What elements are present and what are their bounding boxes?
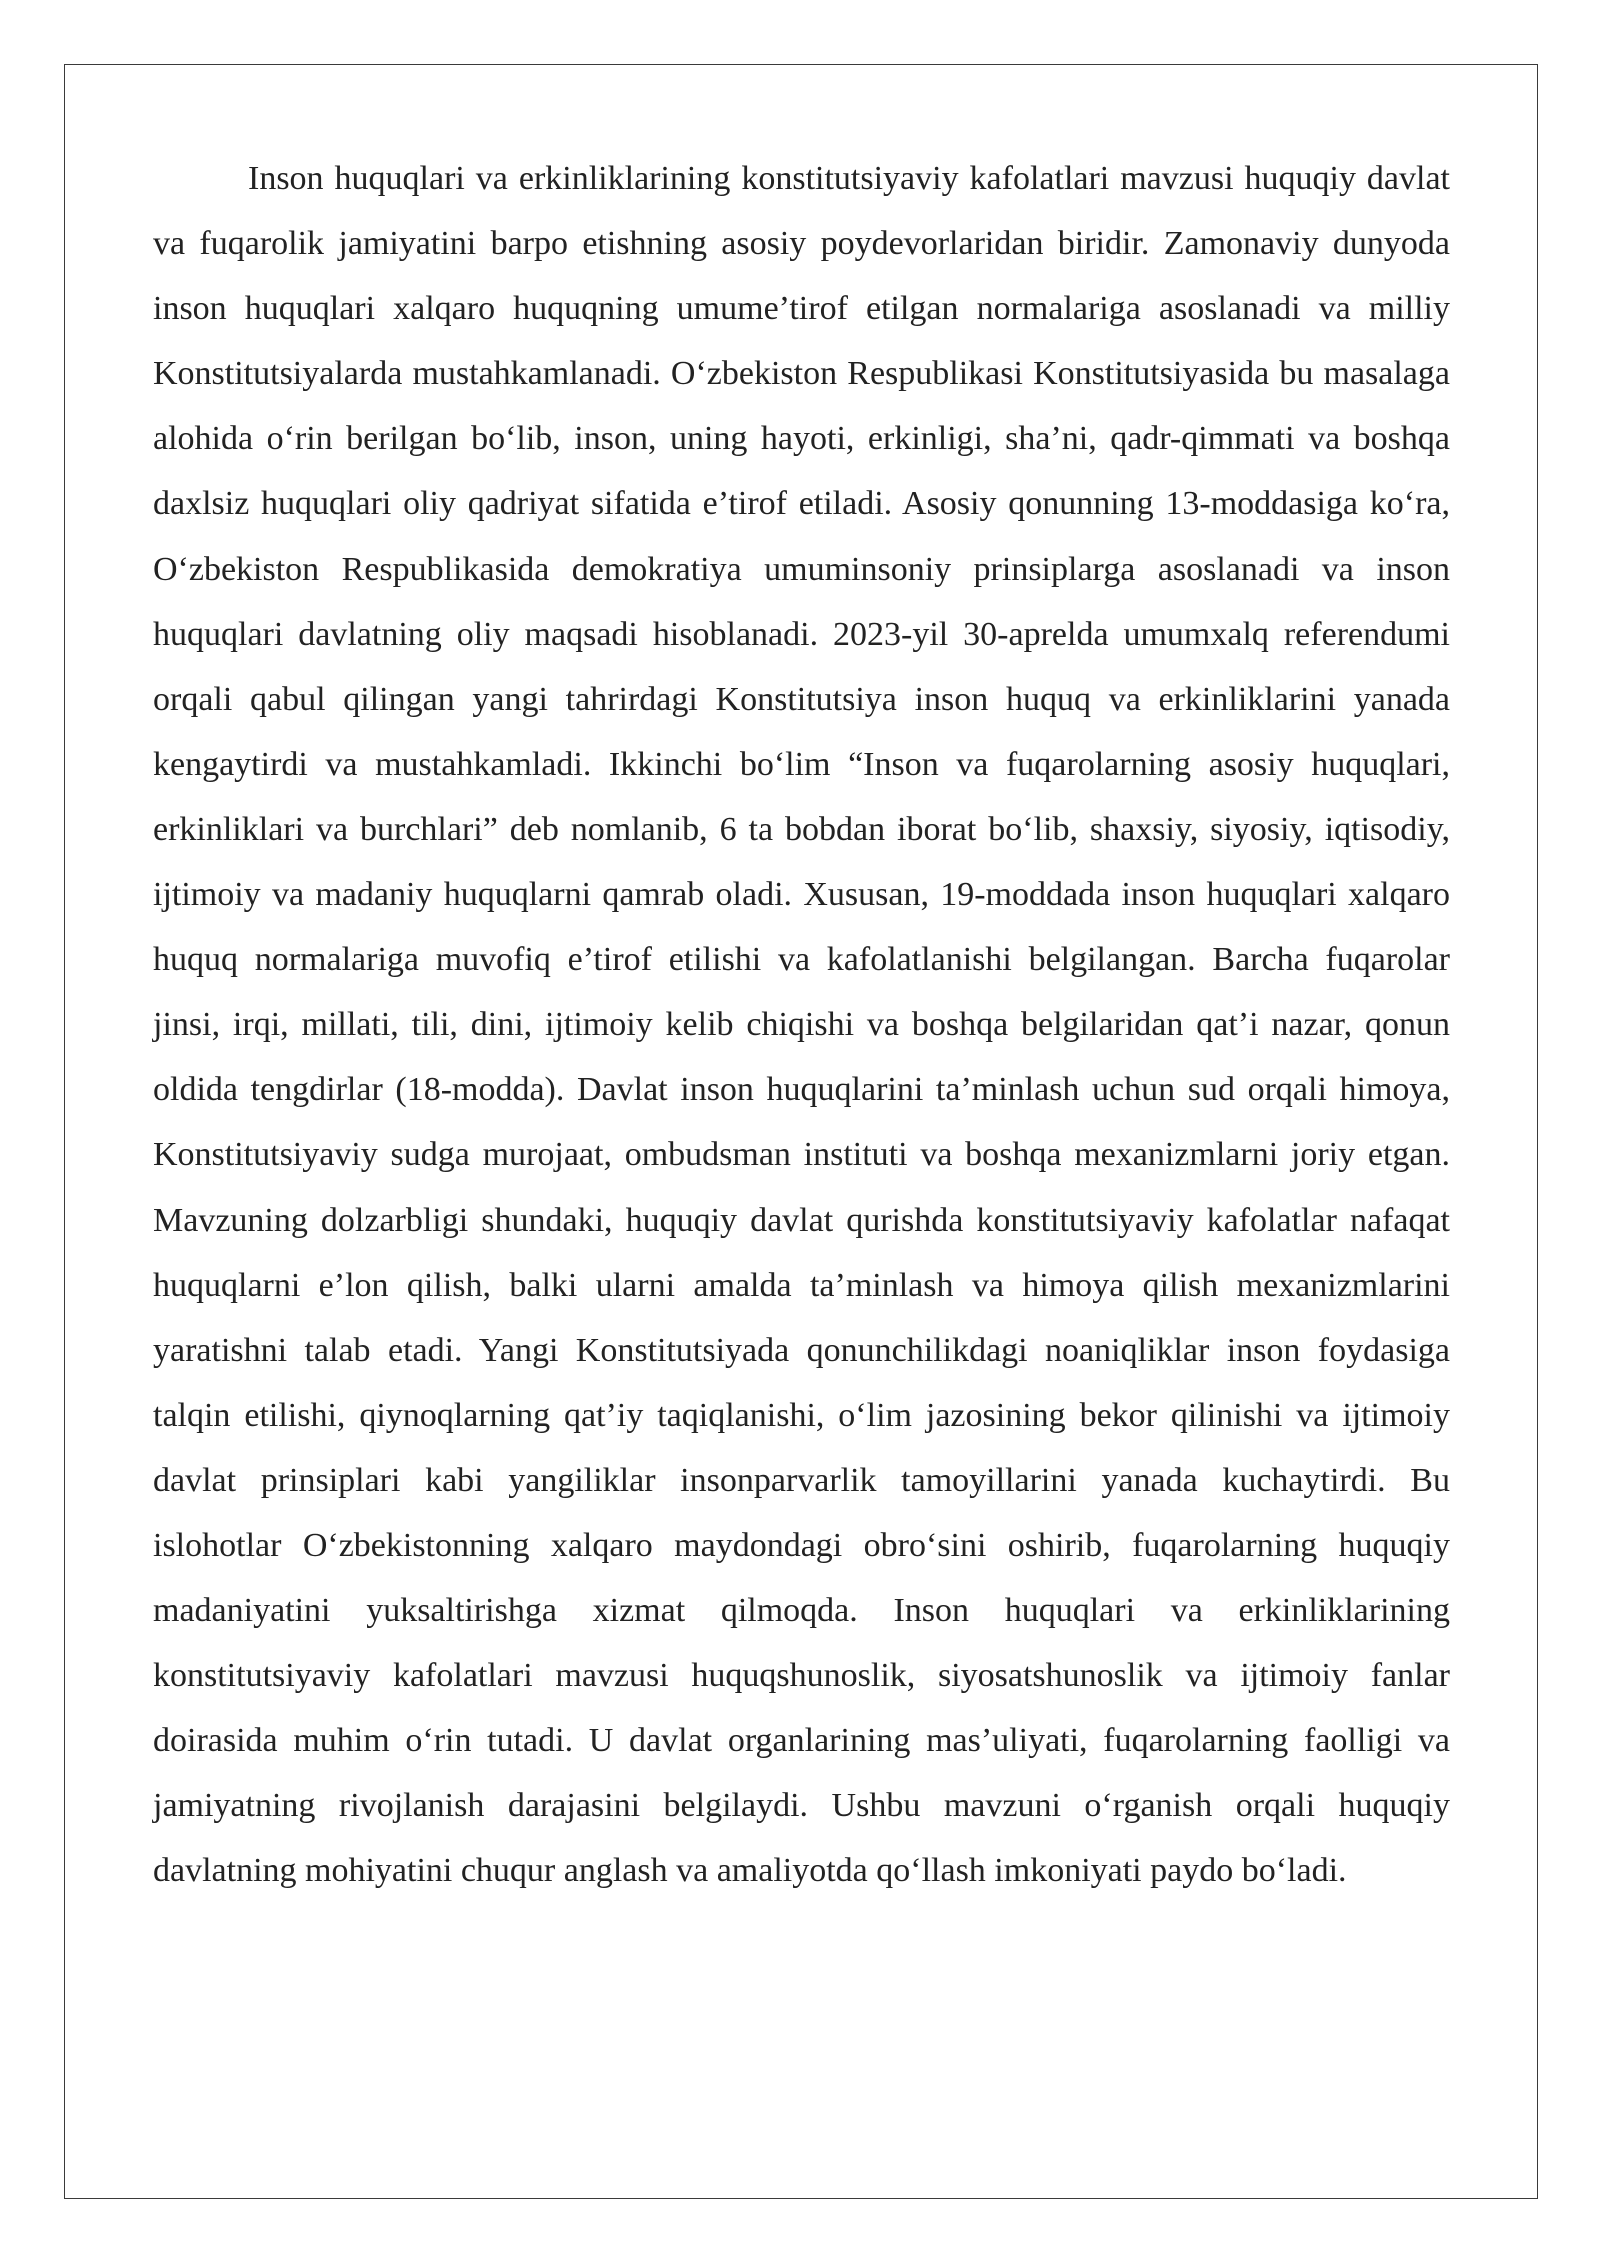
body-paragraph: Inson huquqlari va erkinliklarining konstitutsiyaviy kafolatlari mavzusi huquqiy davlat va fuqarolik jamiyatini barpo etishning asosiy poydevorlaridan biridir. Zamonaviy dunyoda inson huquqlari xalqaro huquqning umume’tirof etilgan normalariga asoslanadi va milliy Konstitutsiyalarda mustahkamlanadi. O‘zbekiston Respublikasi Konstitutsiyasida bu masalaga alohida o‘rin berilgan bo‘lib, inson, uning hayoti, erkinligi, sha’ni, qadr-qimmati va boshqa daxlsiz huquqlari oliy qadriyat sifatida e’tirof etiladi. Asosiy qonunning 13-moddasiga ko‘ra, O‘zbekiston Respublikasida demokratiya umuminsoniy prinsiplarga asoslanadi va inson huquqlari davlatning oliy maqsadi hisoblanadi. 2023-yil 30-aprelda umumxalq referendumi orqali qabul qilingan yangi tahrirdagi Konstitutsiya inson huquq va erkinliklarini yanada kengaytirdi va mustahkamladi. Ikkinchi bo‘lim “Inson va fuqarolarning asosiy huquqlari, erkinliklari va burchlari” deb nomlanib, 6 ta bobdan iborat bo‘lib, shaxsiy, siyosiy, iqtisodiy, ijtimoiy va madaniy huquqlarni qamrab oladi. Xususan, 19-moddada inson huquqlari xalqaro huquq normalariga muvofiq e’tirof etilishi va kafolatlanishi belgilangan. Barcha fuqarolar jinsi, irqi, millati, tili, dini, ijtimoiy kelib chiqishi va boshqa belgilaridan qat’i nazar, qonun oldida tengdirlar (18-modda). Davlat inson huquqlarini ta’minlash uchun sud orqali himoya, Konstitutsiyaviy sudga murojaat, ombudsman instituti va boshqa mexanizmlarni joriy etgan. Mavzuning dolzarbligi shundaki, huquqiy davlat qurishda konstitutsiyaviy kafolatlar nafaqat huquqlarni e’lon qilish, balki ularni amalda ta’minlash va himoya qilish mexanizmlarini yaratishni talab etadi. Yangi Konstitutsiyada qonunchilikdagi noaniqliklar inson foydasiga talqin etilishi, qiynoqlarning qat’iy taqiqlanishi, o‘lim jazosining bekor qilinishi va ijtimoiy davlat prinsiplari kabi yangiliklar insonparvarlik tamoyillarini yanada kuchaytirdi. Bu islohotlar O‘zbekistonning xalqaro maydondagi obro‘sini oshirib, fuqarolarning huquqiy madaniyatini yuksaltirishga xizmat qilmoqda. Inson huquqlari va erkinliklarining konstitutsiyaviy kafolatlari mavzusi huquqshunoslik, siyosatshunoslik va ijtimoiy fanlar doirasida muhim o‘rin tutadi. U davlat organlarining mas’uliyati, fuqarolarning faolligi va jamiyatning rivojlanish darajasini belgilaydi. Ushbu mavzuni o‘rganish orqali huquqiy davlatning mohiyatini chuqur anglash va amaliyotda qo‘llash imkoniyati paydo bo‘ladi. <box>153 160 1450 1890</box>
